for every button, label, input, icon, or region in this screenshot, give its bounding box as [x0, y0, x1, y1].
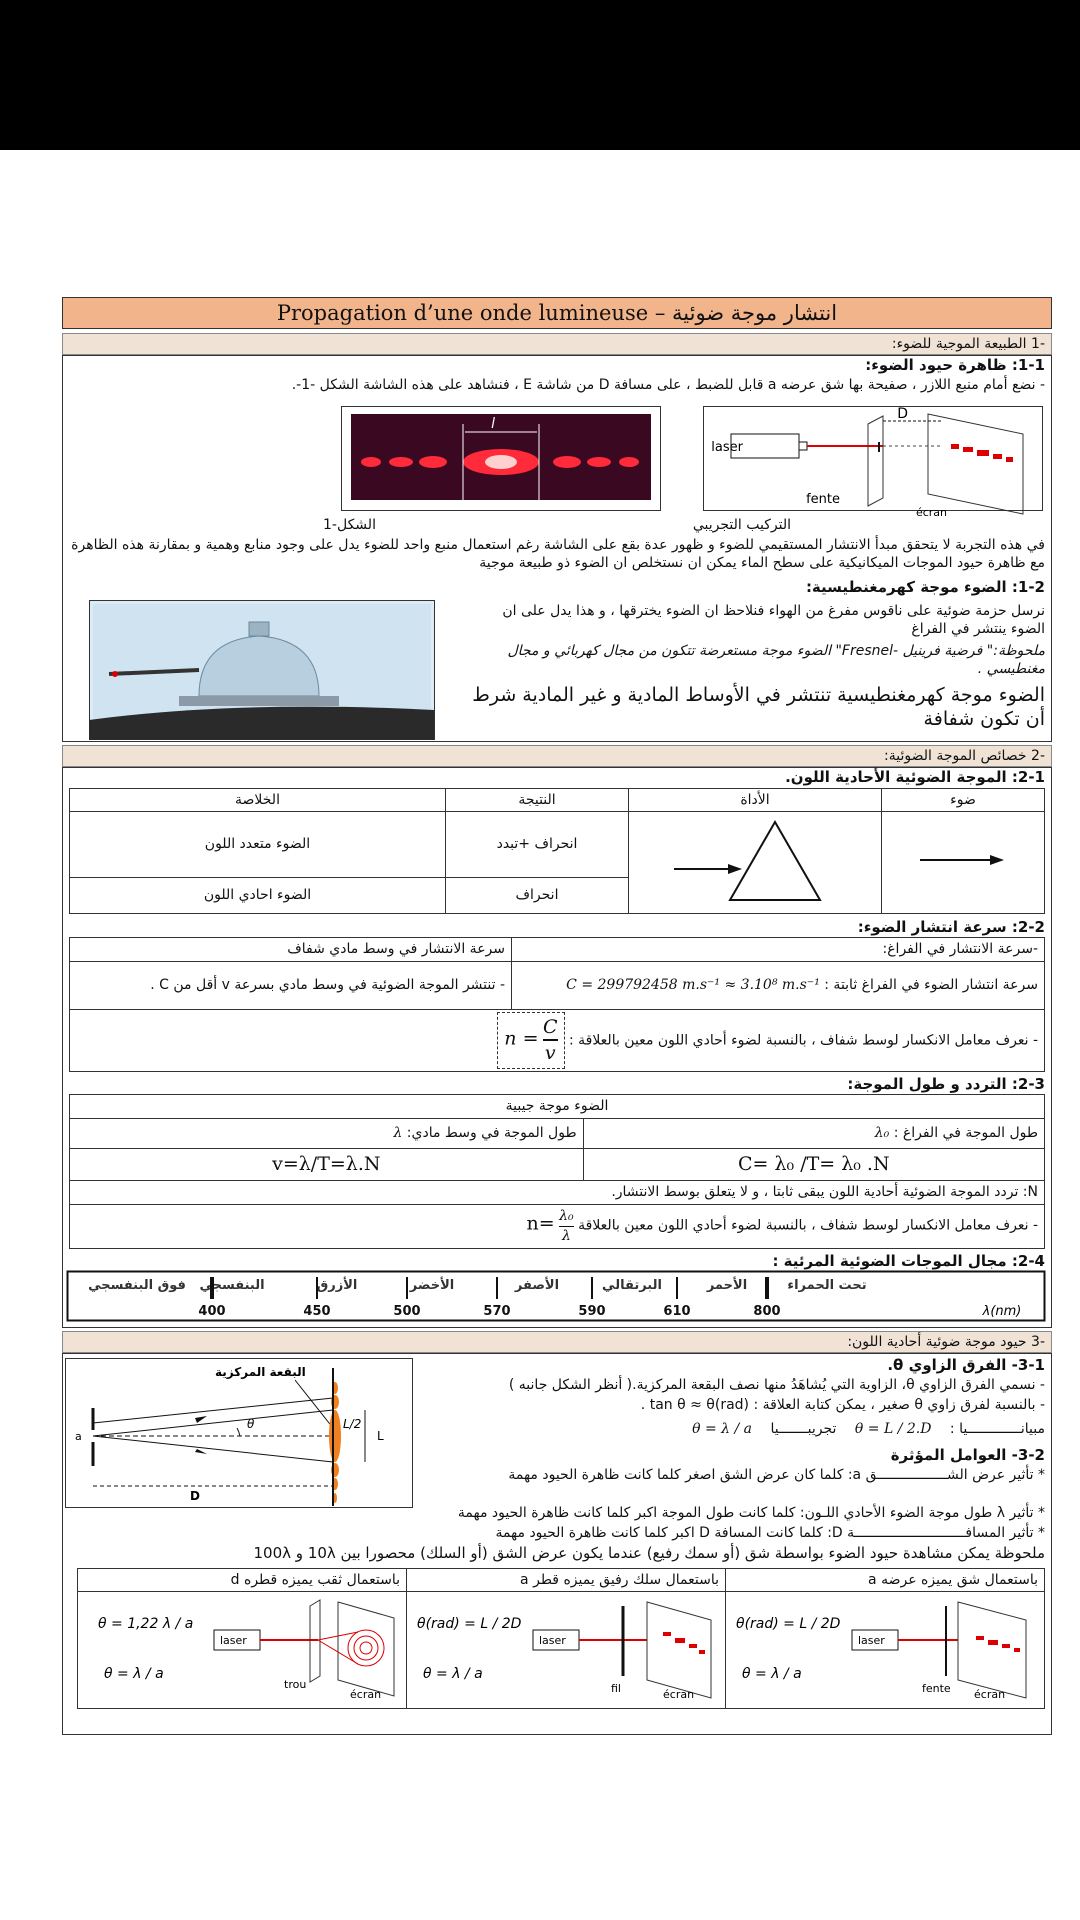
light-arrow-cell [882, 811, 1045, 913]
spectrum-color-label: الأزرق [316, 1278, 358, 1294]
medium-frequency-formula: v=λ/T=λ.N [70, 1148, 584, 1180]
diffraction-photo [341, 406, 661, 511]
slit-formula-1: θ(rad) = L / 2D [736, 1616, 841, 1633]
medium-wavelength-cell [70, 1118, 584, 1148]
section-2-1-heading: 2-1: الموجة الضوئية الأحادية اللون. [785, 768, 1045, 786]
prism-cell [629, 811, 882, 913]
section-1-1-conclusion: في هذه التجربة لا يتحقق مبدأ الانتشار المستقيمي للضوء و ظهور عدة بقع على الشاشة رغم استعمال منبع واحد للضوء يدل على وجود منابع وهمية و بمقارنة هذه الظاهرة مع ظاهرة حيود الموجات الميكانيكية على سطح الماء يمكن ان نستخلص ان الضوء ذو طبيعة موجية [71, 537, 1045, 572]
vacuum-wavelength-sym: λ₀ [874, 1125, 890, 1142]
header-light: ضوء [882, 788, 1045, 811]
spectrum-tick-label: 450 [303, 1304, 331, 1320]
experimental-formula: θ = λ / a [692, 1421, 752, 1438]
hole-screen-label: écran [350, 1688, 382, 1702]
factor-width: * تأثير عرض الشـــــــــــــــــق a: كلما كان عرض الشق اصغر كلما كانت ظاهرة الحيود مهمة [508, 1467, 1045, 1484]
vacuum-wavelength-label: طول الموجة في الفراغ : [893, 1125, 1038, 1142]
medium-speed-text: - تنتشر الموجة الضوئية في وسط مادي بسرعة v أقل من C . [70, 961, 512, 1009]
medium-wavelength-label: طول الموجة في وسط مادي: [406, 1125, 577, 1142]
wire-formula-2: θ = λ / a [423, 1666, 483, 1683]
spectrum-color-label: تحت الحمراء [787, 1278, 867, 1294]
angular-spread-figure [65, 1358, 413, 1508]
ecran-label: écran [915, 506, 947, 519]
hole-figure [88, 1592, 406, 1702]
section-1-1-text: - نضع أمام منبع اللازر ، صفيحة بها شق عرضه a قابل للضبط ، على مسافة D من شاشة E ، فنشاهد على هذه الشاشة الشكل -1-. [291, 376, 1045, 393]
prism-icon [670, 814, 840, 906]
top-black-bar [0, 0, 1080, 150]
central-spot-label: البقعة المركزية [215, 1365, 306, 1380]
sinusoidal-label: الضوء موجة جيبية [70, 1095, 1045, 1118]
page-title: Propagation d’une onde lumineuse – انتشار موجة ضوئية [62, 297, 1052, 329]
d-label: D [897, 406, 908, 422]
wavelength-table [69, 1094, 1045, 1248]
result-row-2: انحراف [446, 877, 629, 913]
fig-theta: θ [247, 1417, 255, 1432]
header-result: النتيجة [446, 788, 629, 811]
slit-range-note: ملحوظة يمكن مشاهدة حيود الضوء بواسطة شق (أو سمك رفيع) عندما يكون عرض الشق (أو السلك) محصورا بين 10λ و 100λ [253, 1544, 1045, 1563]
l-label: l [491, 416, 495, 432]
section-3-heading: -3 حيود موجة ضوئية أحادية اللون: [62, 1331, 1052, 1353]
hole-cell [78, 1592, 407, 1708]
index-wavelength-cell [70, 1204, 1045, 1248]
document-page [62, 297, 1052, 1735]
fresnel-note: ملحوظة:" فرضية فرينيل -Fresnel" الضوء موجة مستعرضة تتكون من مجال كهربائي و مجال مغنطيسي . [507, 643, 1045, 678]
section-1-1-box [62, 355, 1052, 742]
index-wavelength-n: n= [526, 1213, 555, 1236]
index-text: - نعرف معامل الانكسار لوسط شفاف ، بالنسبة لضوء أحادي اللون معين بالعلاقة : [568, 1032, 1038, 1049]
fig-half-l: L/2 [343, 1417, 362, 1432]
spectrum-tick-label: 400 [198, 1304, 226, 1320]
section-2-box [62, 767, 1052, 1328]
graph-label: مبيانـــــــــــــيا : [949, 1421, 1045, 1438]
em-wave-statement: الضوء موجة كهرمغنطيسية تنتشر في الأوساط المادية و غير المادية شرط أن تكون شفافة [472, 684, 1045, 730]
fig-l: L [377, 1429, 384, 1444]
section-1-heading: -1 الطبيعة الموجية للضوء: [62, 333, 1052, 355]
hole-laser-label: laser [220, 1634, 247, 1648]
vacuum-wavelength-cell [583, 1118, 1044, 1148]
spectrum-color-label: البرتقالي [602, 1278, 662, 1294]
slit-screen-label: écran [974, 1688, 1006, 1702]
slit-figure [726, 1592, 1044, 1702]
small-angle-text: - بالنسبة لفرق زاوي θ صغير ، يمكن كتابة العلاقة : tan θ ≈ θ(rad) . [640, 1397, 1045, 1414]
section-1-1-heading: 1-1: ظاهرة حيود الضوء: [865, 356, 1045, 374]
vacuum-speed-text: سرعة انتشار الضوء في الفراغ ثابتة : [824, 976, 1038, 993]
slit-object-label: fente [922, 1682, 951, 1696]
vacuum-speed-cell [512, 961, 1045, 1009]
visible-spectrum [67, 1271, 1045, 1321]
section-1-2-heading: 1-2: الضوء موجة كهرمغنطيسية: [805, 578, 1045, 596]
spectrum-color-label: فوق البنفسجي [88, 1278, 186, 1294]
index-cell [70, 1009, 1045, 1071]
spectrum-tick-label: 610 [663, 1304, 691, 1320]
slit-laser-label: laser [858, 1634, 885, 1648]
section-2-4-heading: 2-4: مجال الموجات الضوئية المرئية : [772, 1251, 1045, 1270]
wire-cell [407, 1592, 726, 1708]
wire-figure [407, 1592, 725, 1702]
diffraction-objects-table [77, 1568, 1045, 1708]
section-2-heading: -2 خصائص الموجة الضوئية: [62, 745, 1052, 767]
figure-caption: الشكل-1 [323, 517, 376, 533]
section-2-3-heading: 2-3: التردد و طول الموجة: [847, 1074, 1045, 1093]
factor-distance: * تأثير المسافـــــــــــــــــــــــــــة D: كلما كانت المسافة D اكبر كلما كانت ظاهرة الحيود مهمة [495, 1525, 1045, 1542]
monochromatic-table [69, 788, 1045, 914]
setup-caption: التركيب التجريبي [692, 517, 791, 533]
frequency-note: N: تردد الموجة الضوئية أحادية اللون يبقى ثابتا ، و لا يتعلق بوسط الانتشار. [70, 1180, 1045, 1204]
laser-label: laser [711, 440, 743, 455]
hole-head: باستعمال ثقب يميزه قطره d [78, 1569, 407, 1592]
spectrum-tick-label: 500 [393, 1304, 421, 1320]
factor-wavelength: * تأثير λ طول موجة الضوء الأحادي اللـون: كلما كانت طول الموجة اكبر كلما كانت ظاهرة الحيود مهمة [457, 1505, 1045, 1522]
slit-formula-2: θ = λ / a [742, 1666, 802, 1683]
hole-formula-1: θ = 1,22 λ / a [98, 1616, 194, 1633]
light-arrow-icon [918, 850, 1008, 870]
section-3-box [62, 1353, 1052, 1735]
bell-jar-photo [89, 600, 435, 740]
spectrum-tick-label: 570 [483, 1304, 511, 1320]
hole-object-label: trou [284, 1678, 307, 1692]
angular-definition: - نسمي الفرق الزاوي θ، الزاوية التي يُشاهَدُ منها نصف البقعة المركزية.( أنظر الشكل جانبه ) [508, 1377, 1045, 1394]
vacuum-head: -سرعة الانتشار في الفراغ: [512, 938, 1045, 961]
fig-d: D [190, 1489, 200, 1504]
theta-formulas [425, 1420, 1045, 1438]
result-row-1: انحراف +تبدد [446, 811, 629, 877]
setup-figure [703, 406, 1043, 519]
wire-laser-label: laser [539, 1634, 566, 1648]
spectrum-tick-label: 590 [578, 1304, 606, 1320]
experimental-label: تجريبـــــــيا [770, 1421, 837, 1438]
index-wavelength-text: - نعرف معامل الانكسار لوسط شفاف ، بالنسبة لضوء أحادي اللون معين بالعلاقة [578, 1218, 1038, 1235]
slit-head: باستعمال شق يميزه عرضه a [726, 1569, 1045, 1592]
section-3-1-heading: 3-1- الفرق الزاوي θ. [887, 1356, 1045, 1375]
wire-head: باستعمال سلك رفيق يميزه قطر a [407, 1569, 726, 1592]
slit-cell [726, 1592, 1045, 1708]
spectrum-color-label: الأخضر [409, 1278, 455, 1294]
hole-formula-2: θ = λ / a [104, 1666, 164, 1683]
vacuum-speed-formula: C = 299792458 m.s⁻¹ ≈ 3.10⁸ m.s⁻¹ [566, 976, 820, 993]
header-tool: الأداة [629, 788, 882, 811]
speed-table [69, 937, 1045, 1072]
index-num: C [543, 1015, 558, 1042]
spectrum-tick-label: 800 [753, 1304, 781, 1320]
wire-object-label: fil [611, 1682, 621, 1696]
spectrum-color-label: الأحمر [706, 1278, 748, 1294]
section-2-2-heading: 2-2: سرعة انتشار الضوء: [857, 917, 1045, 936]
vacuum-frequency-formula: C= λ₀ /T= λ₀ .N [583, 1148, 1044, 1180]
fig-a: a [75, 1430, 82, 1444]
index-formula [497, 1012, 564, 1069]
index-n: n = [504, 1027, 539, 1050]
spectrum-color-label: البنفسجي [199, 1278, 265, 1294]
conclusion-row-1: الضوء متعدد اللون [70, 811, 446, 877]
index-wavelength-num: λ₀ [559, 1207, 574, 1226]
section-3-2-heading: 3-2- العوامل المؤثرة [890, 1446, 1045, 1465]
wire-formula-1: θ(rad) = L / 2D [417, 1616, 522, 1633]
medium-head: سرعة الانتشار في وسط مادي شفاف [70, 938, 512, 961]
wire-screen-label: écran [663, 1688, 695, 1702]
section-1-2-text: نرسل حزمة ضوئية على ناقوس مفرغ من الهواء فنلاحظ ان الضوء يخترقها ، و هذا يدل على ان الضوء ينتشر في الفراغ [502, 603, 1045, 638]
spectrum-color-label: الأصفر [514, 1278, 560, 1294]
index-wavelength-den: λ [561, 1227, 571, 1244]
fente-label: fente [806, 492, 840, 507]
header-conclusion: الخلاصة [70, 788, 446, 811]
medium-wavelength-sym: λ [393, 1125, 403, 1142]
conclusion-row-2: الضوء احادي اللون [70, 877, 446, 913]
graph-formula: θ = L / 2.D [854, 1421, 932, 1438]
index-den: v [544, 1042, 556, 1065]
spectrum-unit: λ(nm) [982, 1304, 1022, 1320]
